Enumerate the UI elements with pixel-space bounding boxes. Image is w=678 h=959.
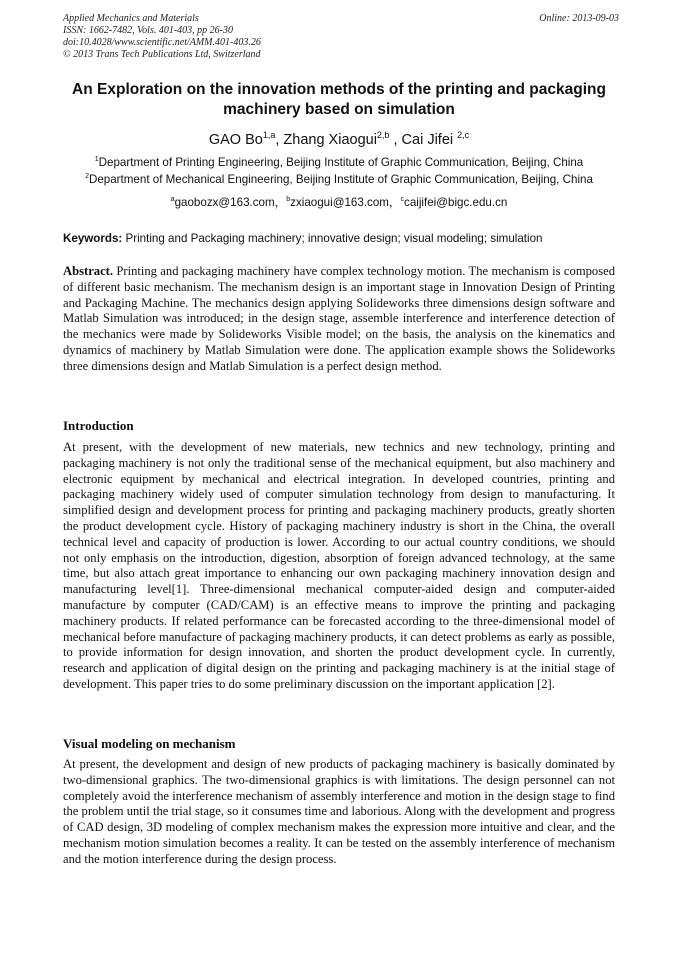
affiliation-text: Department of Mechanical Engineering, Beijing Institute of Graphic Communication, Beijing, China	[88, 173, 593, 186]
author-list: GAO Bo$^{1,a}$, Zhang Xiaogui$^{2,b}$ , Cai Jifei $^{2,c}$	[208, 130, 470, 148]
paper-title: An Exploration on the innovation methods of the printing and packaging machinery based on simulation	[72, 81, 606, 118]
abstract-label: Abstract.	[63, 264, 114, 278]
email-list	[60, 196, 618, 210]
affiliation-text: Department of Printing Engineering, Beijing Institute of Graphic Communication, Beijing, China	[98, 156, 584, 169]
issn-line: ISSN: 1662-7482, Vols. 401-403, pp 26-30	[63, 25, 233, 36]
section-heading-introduction: Introduction	[63, 418, 134, 433]
journal-name: Applied Mechanics and Materials	[63, 13, 199, 24]
email-superscript: a	[170, 196, 175, 203]
abstract	[63, 264, 615, 375]
author-name: Cai Jifei	[401, 132, 454, 148]
section-heading-visual-modeling: Visual modeling on mechanism	[63, 736, 236, 751]
keywords-label: Keywords:	[63, 232, 123, 245]
introduction-paragraph: At present, with the development of new materials, new technics and new technology, printing and packaging machinery is not only the traditional sense of the mechanical equipment, but also machinery and electronic equipment by mechanical and electrical integration. In developed countries, printing and packaging machinery widely used of computer simulation technology from design to manufacturing. It simplified design and development process for printing and packaging machinery products, greatly shorten the product development cycle. History of packaging machinery industry is short in the China, the overall technical level and capacity of production is lower. According to our actual country conditions, we should not only emphasis on the introduction, digestion, absorption of foreign advanced technology, at the same time, but also attach great importance to enhancing our own packaging machinery innovation design and manufacturing level[1]. Three-dimensional mechanical computer-aided design and computer-aided manufacture by computer (CAD/CAM) is an effective means to improve the printing and packaging machinery products. If related performance can be forecasted according to the three-dimensional model of mechanical before manufacture of packaging machinery products, it can detect problems as early as possible, to provide information for design innovation, and shorten the product development cycle. In currently, research and application of digital design on the printing and packaging machinery is at the initial stage of development. This paper tries to do some preliminary discussion on the important application [2].	[63, 440, 615, 691]
journal-header	[63, 13, 619, 61]
email-superscript: b	[286, 196, 291, 203]
visual-modeling-paragraph: At present, the development and design of new products of packaging machinery is basically dominated by two-dimensional graphics. The two-dimensional graphics is with limitations. The design personnel can not completely avoid the interference mechanism of assembly interference and motion in the design stage to find the problem until the trial stage, so it consumes time and laborious. Along with the development and progress of CAD design, 3D modeling of complex mechanism makes the expression more intuitive and clear, and the mechanism motion simulation becomes a reality. It can be tested on the assembly interference of mechanism and the motion interference during the design process.	[63, 757, 615, 866]
author-superscript: 1,a	[262, 130, 276, 140]
affiliation-superscript: 2	[85, 173, 89, 180]
copyright-line: © 2013 Trans Tech Publications Ltd, Switzerland	[63, 49, 261, 60]
online-date: Online: 2013-09-03	[539, 13, 619, 24]
affiliation-1	[60, 156, 618, 170]
email-superscript: c	[400, 196, 405, 203]
keywords	[63, 232, 619, 246]
email-address[interactable]: caijifei@bigc.edu.cn	[404, 196, 508, 209]
author-name: Zhang Xiaogui	[283, 132, 377, 148]
email-address[interactable]: zxiaogui@163.com，	[290, 196, 401, 209]
author-superscript: 2,c	[457, 130, 470, 140]
author-superscript: 2,b	[376, 130, 390, 140]
keywords-text: Printing and Packaging machinery; innovative design; visual modeling; simulation	[125, 232, 543, 245]
affiliation-2	[60, 173, 618, 187]
email-address[interactable]: gaobozx@163.com，	[174, 196, 287, 209]
author-name: GAO Bo	[208, 132, 263, 148]
abstract-text: Printing and packaging machinery have complex technology motion. The mechanism is composed of different basic mechanism. The mechanism design is an important stage in Innovation Design of Printing and Packaging Machine. The mechanics design applying Solideworks three dimensions design software and Matlab Simulation was introduced; in the design stage, assemble interference and interference detection of the mechanics were made by Solideworks Visible model; on the basis, the analysis on the kinematics and dynamics of machinery by Matlab Simulation were done. The application example shows the Solideworks three dimensions design and Matlab Simulation is a perfect design method.	[63, 264, 615, 373]
doi-line: doi:10.4028/www.scientific.net/AMM.401-403.26	[63, 37, 261, 48]
affiliation-superscript: 1	[94, 156, 99, 163]
